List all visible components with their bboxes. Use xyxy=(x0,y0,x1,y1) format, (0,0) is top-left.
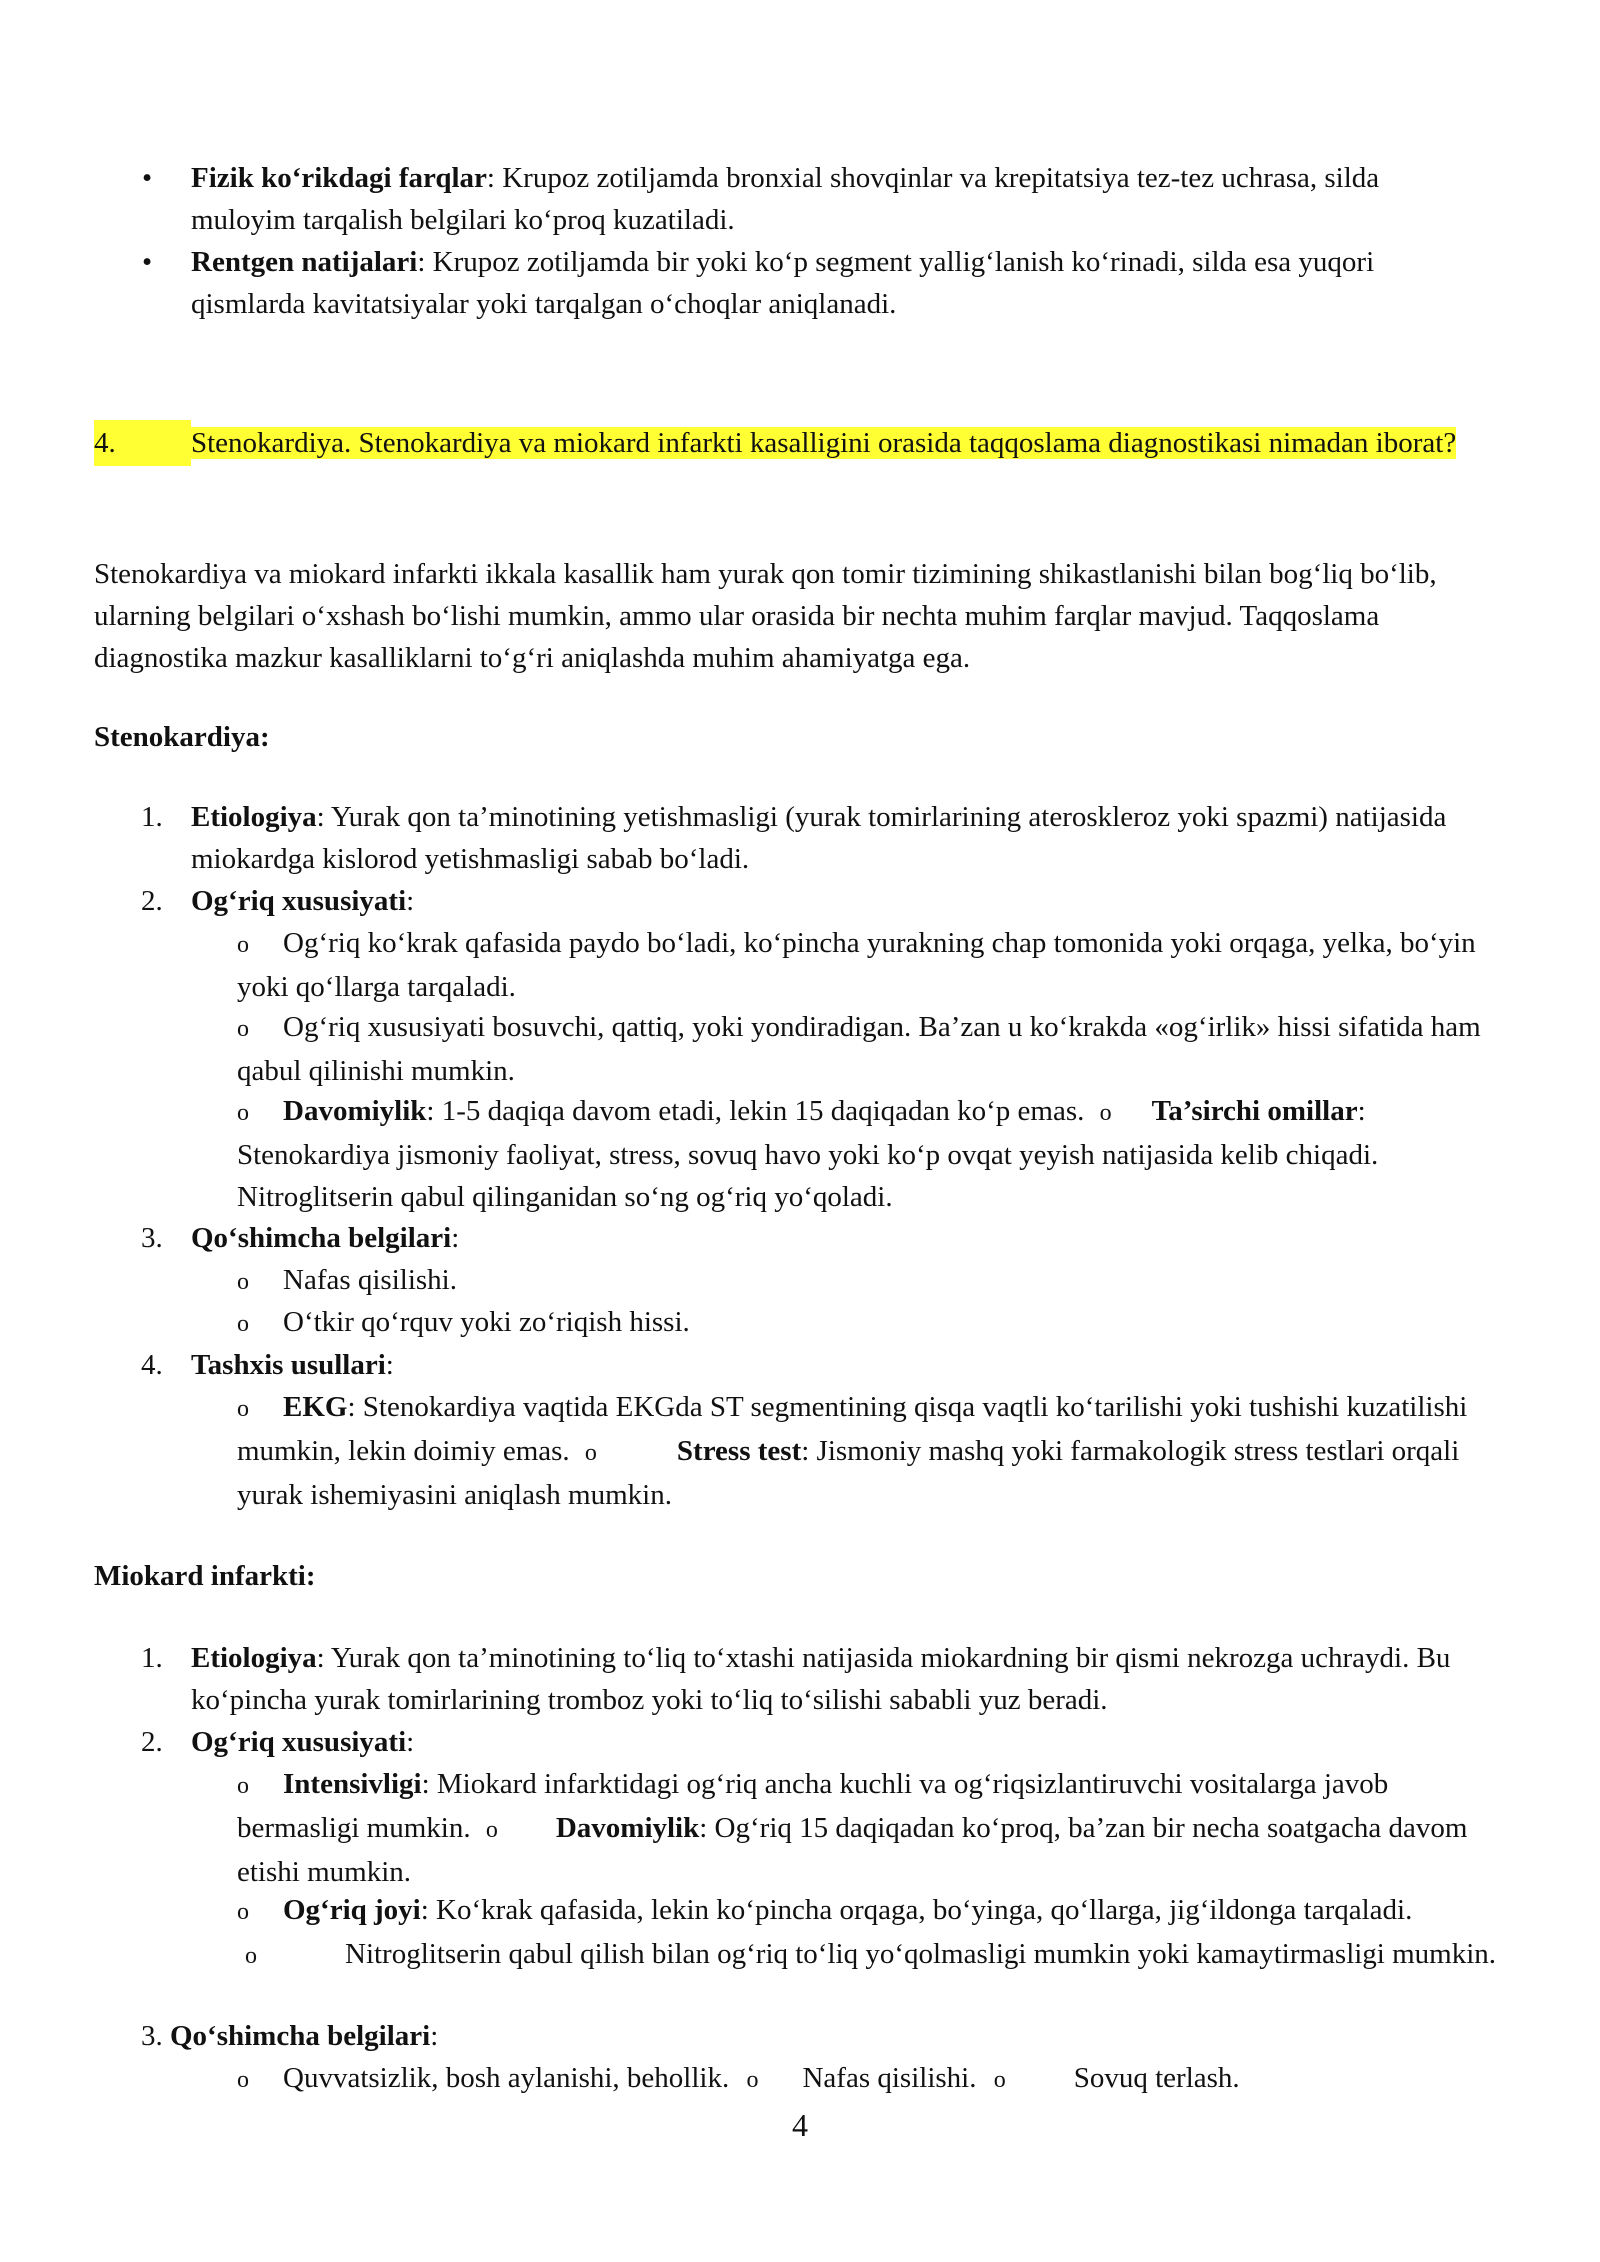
sub-bullet-marker: o xyxy=(237,932,249,958)
sub-text: Og‘riq xususiyati bosuvchi, qattiq, yoki yondiradigan. Ba’zan u ko‘krakda «og‘irlik» hissi sifatida ham qabul qilinishi mumkin. xyxy=(237,1011,1481,1087)
mi-additional-symptoms: o Quvvatsizlik, bosh aylanishi, behollik. o Nafas qisilishi. o Sovuq terlash. xyxy=(237,2057,1497,2101)
bullet-text: : Krupoz zotiljamda bronxial shovqinlar va krepitatsiya tez-tez uchrasa, silda muloyim tarqalish belgilari ko‘proq kuzatiladi. xyxy=(191,162,1380,236)
page-number: 4 xyxy=(792,2107,808,2143)
list-number: 1. xyxy=(141,1642,163,1674)
sub-bullet-marker: o xyxy=(237,1899,249,1925)
bullet-xray xyxy=(191,241,1491,325)
sub-bullet-marker: o xyxy=(237,1773,249,1799)
steno-additional-2: o O‘tkir qo‘rquv yoki zo‘riqish hissi. xyxy=(237,1301,1487,1345)
sub-bullet-marker: o xyxy=(237,2067,249,2093)
steno-pain-location xyxy=(237,922,1487,1008)
list-number: 1. xyxy=(141,801,163,833)
sub-bullet-marker: o xyxy=(237,1311,249,1337)
sub-bullet-marker: o xyxy=(584,1440,597,1466)
mi-pain-intensity: o Intensivligi: Miokard infarktidagi og‘riq ancha kuchli va og‘riqsizlantiruvchi vositalarga javob bermasligi mumkin. o Davomiylik: Og‘riq 15 daqiqadan ko‘proq, ba’zan bir necha soatgacha davom etishi mumkin. xyxy=(237,1763,1497,1893)
sub-bullet-marker: o xyxy=(237,1016,249,1042)
list-number: 4. xyxy=(141,1349,163,1381)
sub-bullet-marker: o xyxy=(237,1269,249,1295)
steno-pain-heading: Og‘riq xususiyati: xyxy=(191,885,415,917)
sub-bullet-marker: o xyxy=(746,2067,759,2093)
mi-pain-heading: Og‘riq xususiyati: xyxy=(191,1726,415,1758)
steno-additional-heading: Qo‘shimcha belgilari: xyxy=(191,1222,460,1254)
mi-etiology: Etiologiya: Yurak qon ta’minotining to‘liq to‘xtashi natijasida miokardning bir qismi nekrozga uchraydi. Bu ko‘pincha yurak tomirlarining tromboz yoki to‘liq to‘silishi sababli yuz beradi. xyxy=(191,1642,1451,1716)
steno-diagnosis-ekg: o EKG: Stenokardiya vaqtida EKGda ST segmentining qisqa vaqtli ko‘tarilishi yoki tushishi kuzatilishi mumkin, lekin doimiy emas. o Stress test: Jismoniy mashq yoki farmakologik stress testlari orqali yurak ishemiyasini aniqlash mumkin. xyxy=(237,1386,1497,1516)
section-heading-mi: Miokard infarkti: xyxy=(94,1560,316,1592)
sub-bullet-marker: o xyxy=(237,1396,249,1422)
sub-bullet-marker: o xyxy=(237,1100,249,1126)
list-number: 2. xyxy=(141,1726,163,1758)
sub-bullet-marker: o xyxy=(1099,1100,1112,1126)
sub-bullet-marker: o xyxy=(485,1817,498,1843)
bullet-label: Fizik ko‘rikdagi farqlar xyxy=(191,162,487,194)
bullet-label: Rentgen natijalari xyxy=(191,246,418,278)
bullet-text: : Krupoz zotiljamda bir yoki ko‘p segment yallig‘lanish ko‘rinadi, silda esa yuqori qismlarda kavitatsiyalar yoki tarqalgan o‘choqlar aniqlanadi. xyxy=(191,246,1375,320)
bullet-marker: • xyxy=(142,246,153,278)
item-label: Etiologiya xyxy=(191,801,317,833)
steno-additional-1: o Nafas qisilishi. xyxy=(237,1259,1487,1303)
sub-text: Og‘riq ko‘krak qafasida paydo bo‘ladi, ko‘pincha yurakning chap tomonida yoki orqaga, yelka, bo‘yin yoki qo‘llarga tarqaladi. xyxy=(237,927,1476,1003)
steno-diagnosis-heading: Tashxis usullari: xyxy=(191,1349,394,1381)
section-heading-stenokardiya: Stenokardiya: xyxy=(94,721,270,753)
steno-pain-character xyxy=(237,1006,1487,1092)
list-number: 3. xyxy=(141,1222,163,1254)
bullet-marker: • xyxy=(142,162,153,194)
mi-pain-location: o Og‘riq joyi: Ko‘krak qafasida, lekin ko‘pincha orqaga, bo‘yinga, qo‘llarga, jig‘ildonga tarqaladi. o Nitroglitserin qabul qilish bilan og‘riq to‘liq yo‘qolmasligi mumkin yoki kamaytirmasligi mumkin. xyxy=(237,1889,1497,1977)
question-text: Stenokardiya. Stenokardiya va miokard infarkti kasalligini orasida taqqoslama diagnostikasi nimadan iborat? xyxy=(191,427,1457,459)
question-number: 4. xyxy=(94,420,191,466)
list-number: 2. xyxy=(141,885,163,917)
sub-bullet-marker: o xyxy=(993,2067,1006,2093)
bullet-physical-exam xyxy=(191,157,1491,241)
steno-pain-duration: o Davomiylik: 1-5 daqiqa davom etadi, lekin 15 daqiqadan ko‘p emas. o Ta’sirchi omillar: Stenokardiya jismoniy faoliyat, stress, sovuq havo yoki ko‘p ovqat yeyish natijasida kelib chiqadi. Nitroglitserin qabul qilinganidan so‘ng og‘riq yo‘qoladi. xyxy=(237,1090,1497,1218)
item-text: : Yurak qon ta’minotining yetishmasligi (yurak tomirlarining ateroskleroz yoki spazmi) natijasida miokardga kislorod yetishmasligi sabab bo‘ladi. xyxy=(191,801,1447,875)
mi-additional-heading: 3. Qo‘shimcha belgilari: xyxy=(141,2020,439,2052)
steno-etiology xyxy=(191,796,1491,880)
sub-bullet-marker: o xyxy=(245,1943,257,1969)
intro-paragraph: Stenokardiya va miokard infarkti ikkala kasallik ham yurak qon tomir tizimining shikastlanishi bilan bog‘liq bo‘lib, ularning belgilari o‘xshash bo‘lishi mumkin, ammo ular orasida bir nechta muhim farqlar mavjud. Taqqoslama diagnostika mazkur kasalliklarni to‘g‘ri aniqlashda muhim ahamiyatga ega. xyxy=(94,558,1437,674)
